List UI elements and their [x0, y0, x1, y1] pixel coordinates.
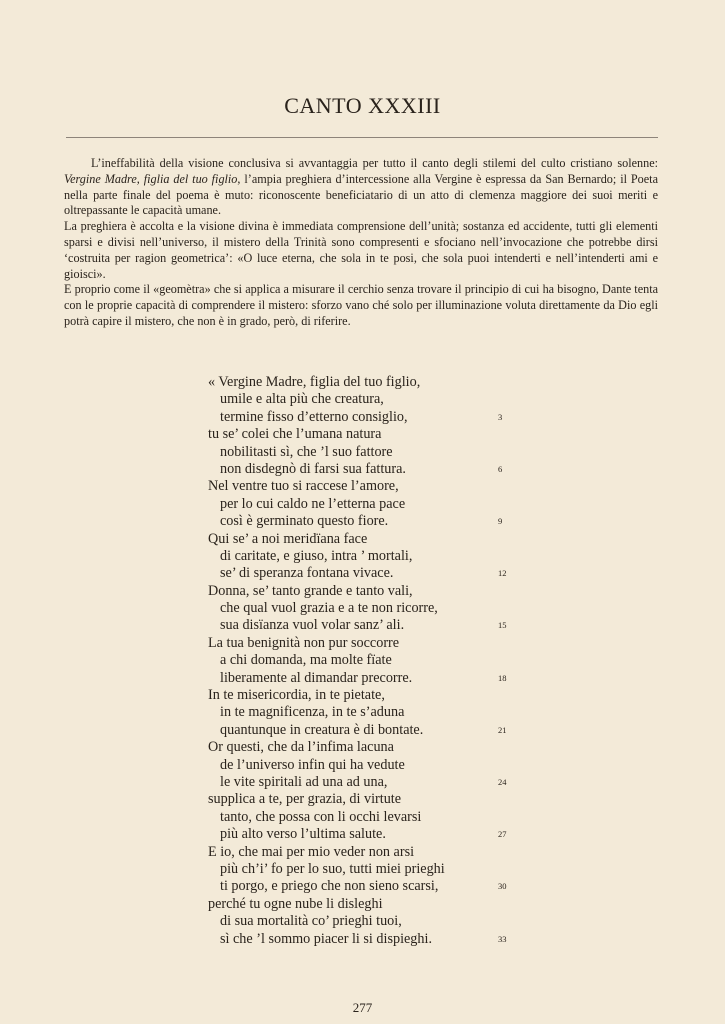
verse-line	[208, 878, 518, 895]
verse-line	[208, 722, 518, 739]
poem-verses	[208, 374, 518, 948]
verse-text: nobilitasti sì, che ’l suo fattore	[220, 443, 393, 460]
verse-line	[208, 844, 518, 861]
verse-line	[208, 478, 518, 495]
verse-text: umile e alta più che creatura,	[220, 391, 384, 408]
verse-line	[208, 913, 518, 930]
verse-text: le vite spiritali ad una ad una,	[220, 773, 388, 790]
verse-text: liberamente al dimandar precorre.	[220, 669, 413, 686]
verse-line	[208, 513, 518, 530]
verse-line	[208, 791, 518, 808]
verse-text: non disdegnò di farsi sua fattura.	[220, 460, 406, 477]
verse-text: La tua benignità non pur soccorre	[208, 634, 400, 651]
title-divider	[66, 137, 658, 138]
verse-text: a chi domanda, ma molte fïate	[220, 652, 392, 669]
verse-text: Donna, se’ tanto grande e tanto vali,	[208, 582, 413, 599]
verse-text: termine fisso d’etterno consiglio,	[220, 408, 408, 425]
verse-line	[208, 531, 518, 548]
intro-paragraph-3: E proprio come il «geomètra» che si applica a misurare il cerchio senza trovare il principio di cui ha bisogno, Dante tenta con le proprie capacità di comprendere il mistero: sforzo vano ché solo per illuminazione voluta direttamente da Dio egli potrà capire il mistero, che non è in grado, però, di riferire.	[64, 282, 658, 328]
verse-text: Or questi, che da l’infima lacuna	[208, 739, 394, 756]
verse-line	[208, 496, 518, 513]
verse-line	[208, 739, 518, 756]
verse-line	[208, 896, 518, 913]
verse-text: più ch’i’ fo per lo suo, tutti miei prieghi	[220, 860, 445, 877]
verse-line	[208, 704, 518, 721]
verse-text: così è germinato questo fiore.	[220, 513, 389, 530]
verse-text: Nel ventre tuo si raccese l’amore,	[208, 478, 399, 495]
verse-line	[208, 548, 518, 565]
verse-number: 24	[498, 776, 507, 787]
verse-text: perché tu ogne nube li disleghi	[208, 895, 383, 912]
verse-line	[208, 426, 518, 443]
verse-text: di sua mortalità co’ prieghi tuoi,	[220, 913, 402, 930]
verse-text: in te magnificenza, in te s’aduna	[220, 704, 405, 721]
verse-text: di caritate, e giuso, intra ’ mortali,	[220, 547, 413, 564]
verse-text: per lo cui caldo ne l’etterna pace	[220, 495, 406, 512]
verse-number: 15	[498, 620, 507, 631]
verse-number: 9	[498, 516, 503, 527]
verse-line	[208, 600, 518, 617]
verse-line	[208, 652, 518, 669]
intro-paragraph-2: La preghiera è accolta e la visione divina è immediata comprensione dell’unità; sostanza ed accidente, tutti gli elementi sparsi e divisi nell’universo, il mistero della Trinità sono compresenti e sfociano nell’invocazione che potrebbe dirsi ‘costruita per ragion geometrica’: «O luce eterna, che sola in te posi, che sola puoi intenderti e nell’intenderti ami e gioisci».	[64, 219, 658, 281]
verse-line	[208, 687, 518, 704]
verse-line	[208, 826, 518, 843]
verse-line	[208, 670, 518, 687]
intro-p1-text: L’ineffabilità della visione conclusiva si avvantaggia per tutto il canto degli stilemi del culto cristiano solenne:	[91, 156, 658, 170]
verse-line	[208, 635, 518, 652]
verse-number: 12	[498, 568, 507, 579]
verse-number: 18	[498, 672, 507, 683]
verse-text: se’ di speranza fontana vivace.	[220, 565, 394, 582]
intro-summary	[64, 156, 658, 330]
verse-line	[208, 374, 518, 391]
verse-text: tanto, che possa con li occhi levarsi	[220, 808, 422, 825]
verse-line	[208, 583, 518, 600]
verse-number: 30	[498, 881, 507, 892]
page-number: 277	[352, 1000, 373, 1015]
verse-text: che qual vuol grazia e a te non ricorre,	[220, 600, 438, 617]
verse-line	[208, 809, 518, 826]
verse-text: ti porgo, e priego che non sieno scarsi,	[220, 878, 439, 895]
verse-text: E io, che mai per mio veder non arsi	[208, 843, 415, 860]
verse-number: 21	[498, 724, 507, 735]
verse-text: In te misericordia, in te pietate,	[208, 687, 385, 704]
verse-text: supplica a te, per grazia, di virtute	[208, 791, 402, 808]
intro-paragraph-1	[64, 156, 658, 219]
verse-text: tu se’ colei che l’umana natura	[208, 426, 382, 443]
verse-line	[208, 409, 518, 426]
canto-title: CANTO XXXIII	[284, 93, 441, 118]
verse-line	[208, 931, 518, 948]
intro-p1-quote: Vergine Madre, figlia del tuo figlio	[64, 171, 238, 186]
verse-text: Qui se’ a noi meridïana face	[208, 530, 368, 547]
verse-line	[208, 444, 518, 461]
verse-line	[208, 757, 518, 774]
verse-line	[208, 461, 518, 478]
verse-line	[208, 861, 518, 878]
verse-number: 33	[498, 933, 507, 944]
intro-p1-text-end: , l’ampia preghiera d’intercessione alla Vergine è espressa da San Bernardo; il Poeta nella parte finale del poema è muto: riconoscente beneficiatario di un atto di clemenza maggiore dei suoi meriti e oltrepassante le capacità umane.	[64, 171, 658, 218]
verse-line	[208, 391, 518, 408]
verse-line	[208, 774, 518, 791]
verse-text: più alto verso l’ultima salute.	[220, 826, 386, 843]
verse-text: « Vergine Madre, figlia del tuo figlio,	[208, 374, 421, 390]
verse-number: 3	[498, 411, 503, 422]
verse-text: quantunque in creatura è di bontate.	[220, 721, 424, 738]
verse-text: sua disïanza vuol volar sanz’ ali.	[220, 617, 405, 634]
verse-text: sì che ’l sommo piacer li si dispieghi.	[220, 930, 432, 947]
verse-number: 6	[498, 463, 503, 474]
verse-line	[208, 565, 518, 582]
verse-line	[208, 617, 518, 634]
verse-text: de l’universo infin qui ha vedute	[220, 756, 405, 773]
verse-number: 27	[498, 829, 507, 840]
